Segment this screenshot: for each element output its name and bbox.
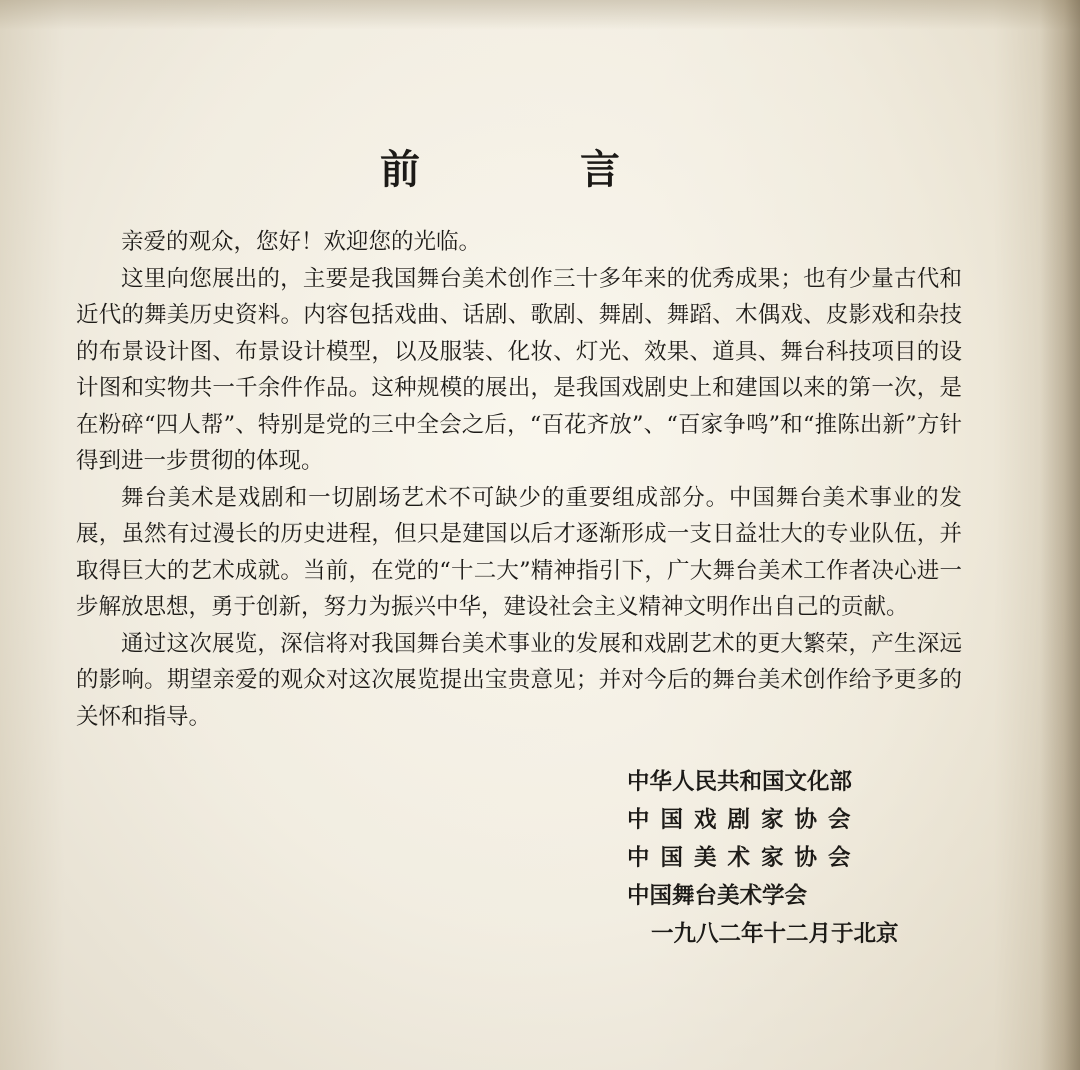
paragraph-closing: 通过这次展览，深信将对我国舞台美术事业的发展和戏剧艺术的更大繁荣，产生深远的影响。期望亲爱的观众对这次展览提出宝贵意见；并对今后的舞台美术创作给予更多的关怀和指导。 [76, 630, 962, 730]
signature-artists-association: 中国美术家协会 [627, 845, 862, 871]
signature-stage-art-society: 中国舞台美术学会 [627, 883, 808, 909]
paragraph-greeting: 亲爱的观众，您好！欢迎您的光临。 [121, 229, 482, 255]
preface-body [76, 224, 962, 735]
paragraph-exhibition-content: 这里向您展出的，主要是我国舞台美术创作三十多年来的优秀成果；也有少量古代和近代的舞美历史资料。内容包括戏曲、话剧、歌剧、舞剧、舞蹈、木偶戏、皮影戏和杂技的布景设计图、布景设计模型，以及服装、化妆、灯光、效果、道具、舞台科技项目的设计图和实物共一千余件作品。这种规模的展出，是我国戏剧史上和建国以来的第一次，是在粉碎“四人帮”、特别是党的三中全会之后，“百花齐放”、“百家争鸣”和“推陈出新”方针得到进一步贯彻的体现。 [76, 265, 962, 474]
signature-block [627, 763, 927, 953]
page-title: 前 言 [380, 146, 680, 193]
paragraph-stage-art: 舞台美术是戏剧和一切剧场艺术不可缺少的重要组成部分。中国舞台美术事业的发展，虽然有过漫长的历史进程，但只是建国以后才逐渐形成一支日益壮大的专业队伍，并取得巨大的艺术成就。当前，在党的“十二大”精神指引下，广大舞台美术工作者决心进一步解放思想，勇于创新，努力为振兴中华，建设社会主义精神文明作出自己的贡献。 [76, 484, 962, 620]
signature-ministry-of-culture: 中华人民共和国文化部 [627, 769, 853, 795]
signature-date: 一九八二年十二月于北京 [651, 921, 899, 947]
page-shadow-right [1040, 0, 1080, 1070]
signature-dramatists-association: 中国戏剧家协会 [627, 807, 862, 833]
page-shadow-top [0, 0, 1080, 30]
